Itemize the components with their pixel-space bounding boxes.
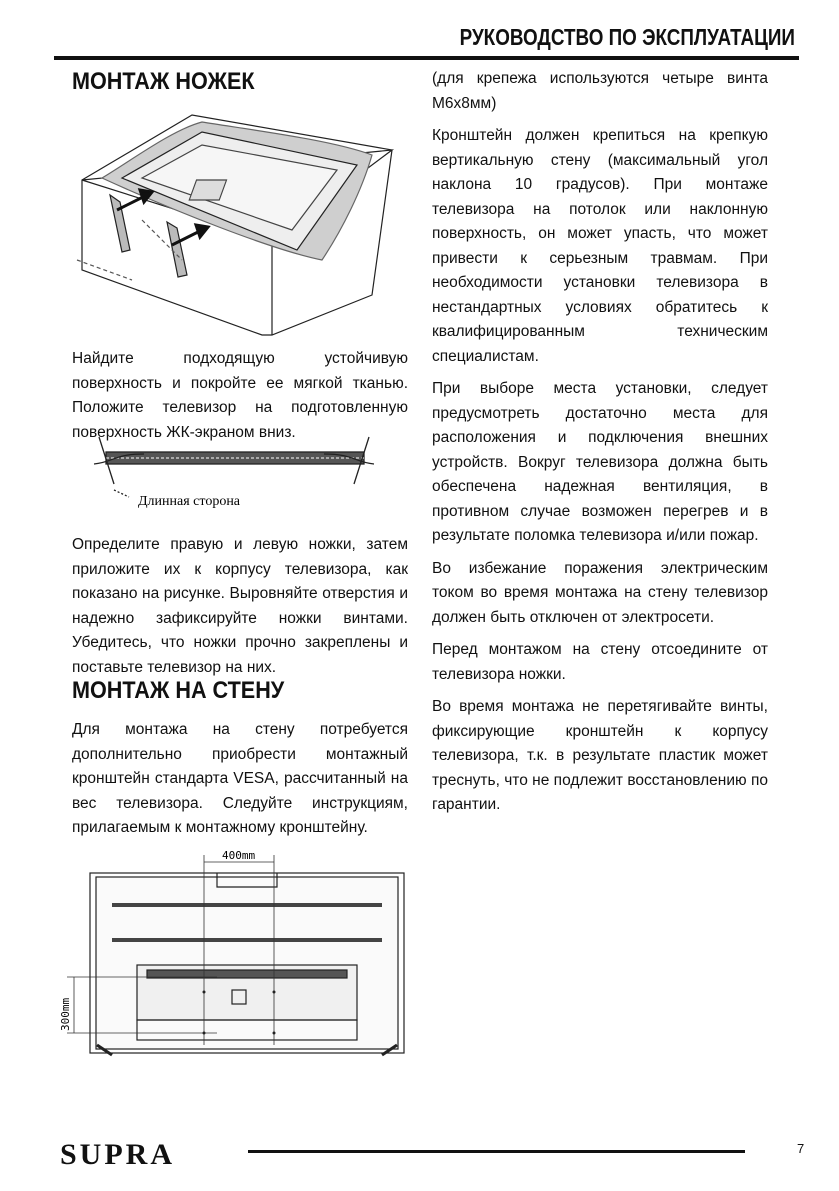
long-side-caption: Длинная сторона [138, 494, 241, 509]
legs-instruction-2 [72, 533, 408, 680]
legs-paragraph-1: Найдите подходящую устойчивую поверхность и покройте ее мягкой тканью. Положите телевизор на подготовленную поверхность ЖК-экраном вниз. [72, 350, 408, 441]
section-heading-legs: МОНТАЖ НОЖЕК [72, 68, 255, 95]
bracket-paragraph: Кронштейн должен крепиться на крепкую вертикальную стену (максимальный угол наклона 10 градусов). При монтаже телевизора на потолок или наклонную поверхность, он может упасть, что может привести к серьезным травмам. При необходимости установки телевизора в нестандартных условиях обратитесь к квалифицированным техническим специалистам. [432, 127, 768, 365]
electric-safety-paragraph: Во избежание поражения электрическим током во время монтажа на стену телевизор должен быть отключен от электросети. [432, 559, 768, 626]
wall-paragraph-1: Для монтажа на стену потребуется дополнительно приобрести монтажный кронштейн стандарта VESA, рассчитанный на вес телевизора. Следуйте инструкциям, прилагаемым к монтажному кронштейну. [72, 721, 408, 836]
legs-instruction-1 [72, 347, 408, 445]
section-heading-wall: МОНТАЖ НА СТЕНУ [72, 677, 285, 704]
tv-on-table-illustration [72, 110, 402, 340]
page-header-title: РУКОВОДСТВО ПО ЭКСПЛУАТАЦИИ [459, 24, 795, 50]
right-column [432, 67, 768, 818]
screw-tightening-paragraph: Во время монтажа не перетягивайте винты, фиксирующие кронштейн к корпусу телевизора, т.к. в результате пластик может треснуть, что не подлежит восстановлению по гарантии. [432, 698, 768, 813]
page-number: 7 [797, 1141, 805, 1156]
vesa-width-label: 400mm [222, 849, 256, 862]
tv-back-vesa-illustration [52, 845, 412, 1070]
wall-instruction [72, 718, 408, 841]
tv-side-view-illustration [84, 432, 384, 517]
legs-paragraph-2: Определите правую и левую ножки, затем приложите их к корпусу телевизора, как показано на рисунке. Выровняйте отверстия и надежно зафиксируйте ножки винтами. Убедитесь, что ножки прочно закреплены и поставьте телевизор на них. [72, 536, 408, 676]
screws-note: (для крепежа используются четыре винта М6х8мм) [432, 70, 768, 112]
remove-legs-paragraph: Перед монтажом на стену отсоедините от телевизора ножки. [432, 641, 768, 683]
vesa-height-label: 300mm [59, 997, 72, 1031]
brand-logo: SUPRA [60, 1138, 176, 1171]
placement-paragraph: При выборе места установки, следует предусмотреть достаточно места для расположения и подключения внешних устройств. Вокруг телевизора должна быть обеспечена надежная вентиляция, в противном случае возможен перегрев и в результате поломка телевизора и/или пожар. [432, 380, 768, 544]
header-divider [54, 56, 799, 60]
footer-divider [248, 1150, 745, 1153]
